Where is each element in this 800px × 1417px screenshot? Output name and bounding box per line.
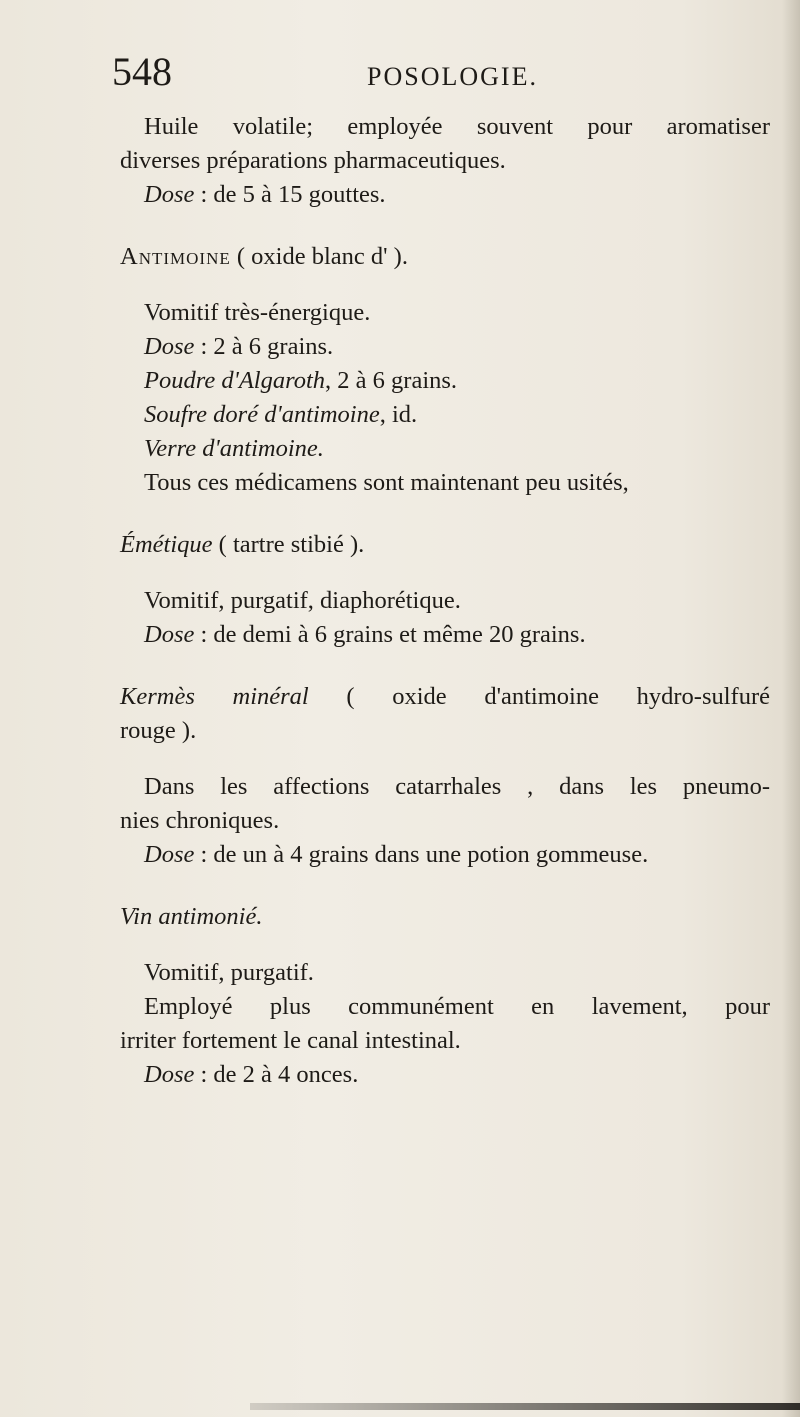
poudre-label: Poudre d'Algaroth bbox=[144, 367, 326, 394]
antimoine-poudre bbox=[120, 364, 770, 398]
emetique-dose bbox=[120, 618, 770, 652]
dose-label: Dose bbox=[144, 181, 195, 208]
dose-label: Dose bbox=[144, 1061, 195, 1088]
page-edge-shadow bbox=[782, 0, 800, 1417]
huile-dose bbox=[120, 178, 770, 212]
page-number: 548 bbox=[112, 49, 172, 94]
vin-dose bbox=[120, 1058, 770, 1092]
heading-term: Antimoine bbox=[120, 243, 231, 270]
vin-line2: Employé plus communément en lavement, pour bbox=[144, 993, 770, 1020]
emetique-line1: Vomitif, purgatif, diaphorétique. bbox=[144, 587, 461, 614]
vin-line1: Vomitif, purgatif. bbox=[144, 959, 314, 986]
emetique-heading bbox=[120, 528, 770, 562]
kermes-dose bbox=[120, 838, 770, 872]
paragraph-huile-line1: Huile volatile; employée souvent pour aromatiser bbox=[144, 113, 770, 140]
poudre-text: , 2 à 6 grains. bbox=[325, 367, 458, 394]
dose-text: : de 2 à 4 onces. bbox=[194, 1061, 359, 1088]
heading-rest: ( oxide d'antimoine hydro-sulfuré bbox=[308, 683, 770, 710]
dose-label: Dose bbox=[144, 621, 195, 648]
antimoine-heading bbox=[120, 240, 770, 274]
dose-text: : de un à 4 grains dans une potion gommeuse. bbox=[194, 841, 649, 868]
antimoine-verre bbox=[120, 432, 770, 466]
bottom-rule bbox=[250, 1403, 800, 1410]
antimoine-vomitif: Vomitif très-énergique. bbox=[144, 299, 371, 326]
running-head: POSOLOGIE. bbox=[367, 62, 538, 91]
heading-term: Kermès minéral bbox=[120, 683, 309, 710]
heading-term: Émétique bbox=[120, 531, 213, 558]
antimoine-soufre bbox=[120, 398, 770, 432]
soufre-label: Soufre doré d'antimoine bbox=[144, 401, 380, 428]
verre-label: Verre d'antimoine. bbox=[144, 435, 324, 462]
page-header bbox=[112, 48, 732, 108]
antimoine-dose bbox=[120, 330, 770, 364]
heading-rest: ( oxide blanc d' ). bbox=[230, 243, 408, 270]
dose-text: : de demi à 6 grains et même 20 grains. bbox=[194, 621, 586, 648]
kermes-line2: nies chroniques. bbox=[120, 807, 280, 834]
heading-term: Vin antimonié. bbox=[120, 903, 263, 930]
dose-label: Dose bbox=[144, 841, 195, 868]
vin-heading bbox=[120, 900, 770, 934]
page-content bbox=[120, 110, 770, 1092]
dose-label: Dose bbox=[144, 333, 195, 360]
soufre-text: , id. bbox=[379, 401, 418, 428]
paragraph-huile-line2: diverses préparations pharmaceutiques. bbox=[120, 147, 506, 174]
kermes-heading bbox=[120, 680, 770, 714]
dose-text: : de 5 à 15 gouttes. bbox=[194, 181, 386, 208]
vin-line3: irriter fortement le canal intestinal. bbox=[120, 1027, 461, 1054]
kermes-heading-line2: rouge ). bbox=[120, 717, 197, 744]
kermes-line1: Dans les affections catarrhales , dans les pneumo- bbox=[144, 773, 770, 800]
heading-rest: ( tartre stibié ). bbox=[212, 531, 365, 558]
dose-text: : 2 à 6 grains. bbox=[194, 333, 334, 360]
antimoine-tous: Tous ces médicamens sont maintenant peu usités, bbox=[144, 469, 629, 496]
